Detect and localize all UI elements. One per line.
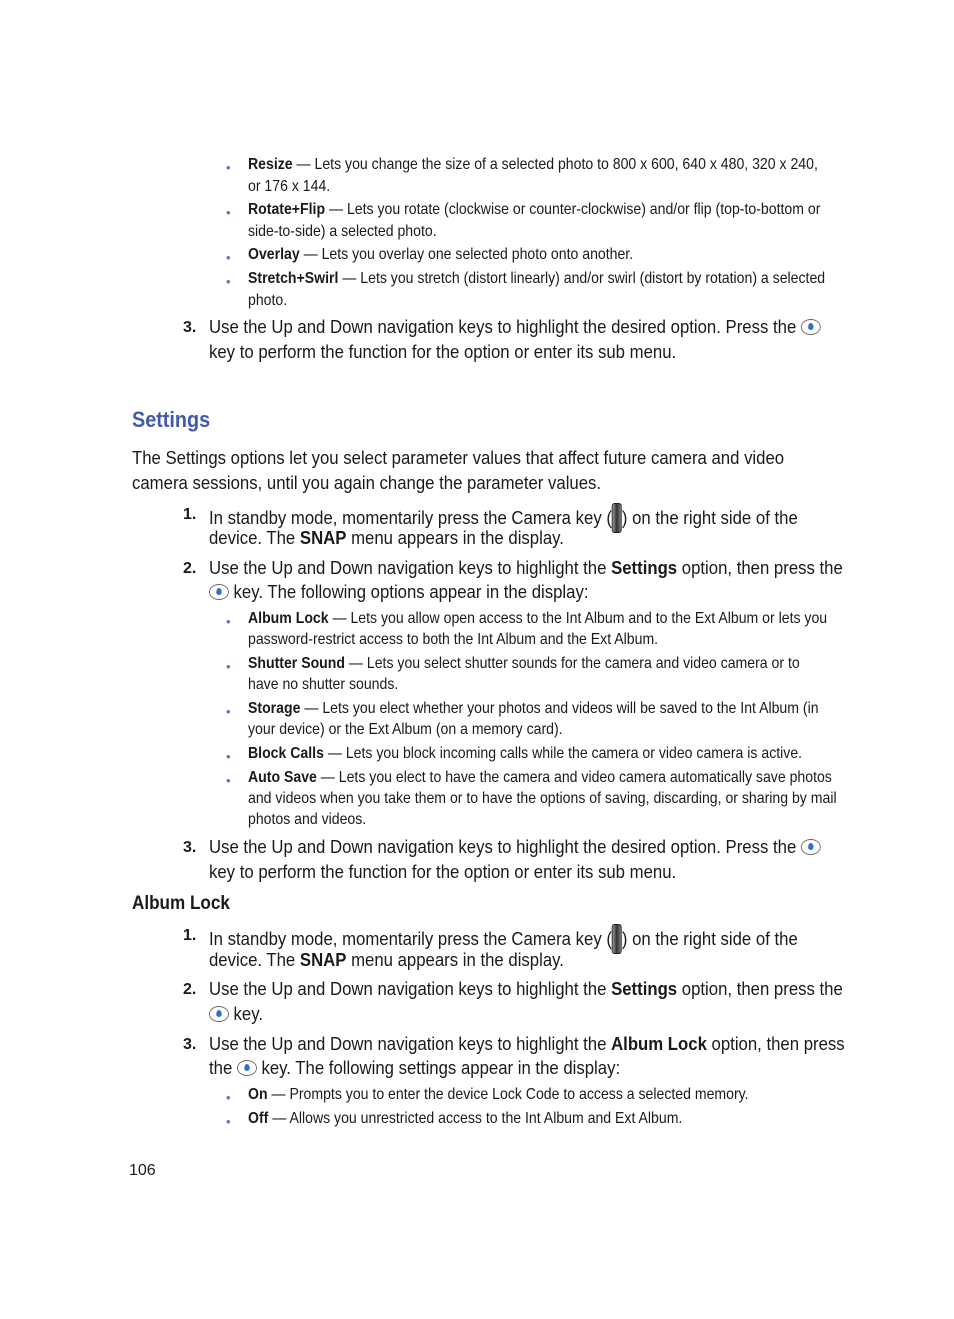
album-lock-step-3: Use the Up and Down navigation keys to highlight the Album Lock option, then press <box>209 1033 845 1054</box>
bullet-album-lock-cont: password-restrict access to both the Int Album and the Ext Album. <box>248 631 659 648</box>
step-number: 3. <box>183 319 197 336</box>
bullet-dot: • <box>226 704 231 719</box>
settings-step-1: In standby mode, momentarily press the Camera key ( ) on the right side of the <box>209 503 798 533</box>
ok-key-icon <box>209 584 229 600</box>
album-lock-step-2: Use the Up and Down navigation keys to highlight the Settings option, then press the <box>209 978 843 999</box>
ok-key-icon <box>209 1006 229 1022</box>
intro-step-3: Use the Up and Down navigation keys to highlight the desired option. Press the <box>209 316 821 338</box>
bullet-dot: • <box>226 274 231 289</box>
bullet-resize: Resize — Lets you change the size of a selected photo to 800 x 600, 640 x 480, 320 x 240, <box>248 156 818 173</box>
settings-para-cont: camera sessions, until you again change the parameter values. <box>132 472 602 493</box>
album-lock-step-1: In standby mode, momentarily press the Camera key ( ) on the right side of the <box>209 924 798 954</box>
settings-step-2-cont: key. The following options appear in the display: <box>209 581 588 603</box>
ok-key-icon <box>801 319 821 335</box>
bullet-auto-save-cont: and videos when you take them or to have the options of saving, discarding, or sharing by mail <box>248 790 837 807</box>
step-number: 3. <box>183 839 197 856</box>
bullet-album-lock: Album Lock — Lets you allow open access to the Int Album and to the Ext Album or lets you <box>248 610 828 627</box>
bullet-auto-save-cont2: photos and videos. <box>248 811 367 828</box>
bullet-shutter-sound-cont: have no shutter sounds. <box>248 676 399 693</box>
bullet-shutter-sound: Shutter Sound — Lets you select shutter sounds for the camera and video camera or to <box>248 655 800 672</box>
settings-heading: Settings <box>132 407 211 432</box>
bullet-block-calls: Block Calls — Lets you block incoming calls while the camera or video camera is active. <box>248 745 803 762</box>
settings-step-1-cont: device. The SNAP menu appears in the display. <box>209 527 564 548</box>
bullet-storage-cont: your device) or the Ext Album (on a memory card). <box>248 721 563 738</box>
bullet-dot: • <box>226 250 231 265</box>
bullet-stretch-swirl: Stretch+Swirl — Lets you stretch (distort linearly) and/or swirl (distort by rotation) a selected <box>248 270 826 287</box>
bullet-dot: • <box>226 614 231 629</box>
bullet-on: On — Prompts you to enter the device Lock Code to access a selected memory. <box>248 1086 749 1103</box>
settings-step-3: Use the Up and Down navigation keys to highlight the desired option. Press the <box>209 836 821 858</box>
album-lock-step-3-cont: the key. The following settings appear in the display: <box>209 1057 621 1078</box>
bullet-off: Off — Allows you unrestricted access to the Int Album and Ext Album. <box>248 1110 683 1127</box>
settings-step-3-cont: key to perform the function for the option or enter its sub menu. <box>209 861 677 882</box>
intro-step-3-cont: key to perform the function for the option or enter its sub menu. <box>209 341 677 362</box>
step-number: 2. <box>183 981 197 998</box>
bullet-resize-cont: or 176 x 144. <box>248 178 331 195</box>
album-lock-step-2-cont: key. <box>209 1003 263 1025</box>
bullet-auto-save: Auto Save — Lets you elect to have the camera and video camera automatically save photos <box>248 769 832 786</box>
step-number: 2. <box>183 560 197 577</box>
bullet-dot: • <box>226 160 231 175</box>
bullet-dot: • <box>226 1090 231 1105</box>
step-number: 3. <box>183 1036 197 1053</box>
ok-key-icon <box>237 1060 257 1076</box>
camera-key-icon <box>612 924 622 954</box>
bullet-dot: • <box>226 749 231 764</box>
ok-key-icon <box>801 839 821 855</box>
bullet-overlay: Overlay — Lets you overlay one selected photo onto another. <box>248 246 634 263</box>
bullet-stretch-swirl-cont: photo. <box>248 292 288 309</box>
settings-step-2: Use the Up and Down navigation keys to highlight the Settings option, then press the <box>209 557 843 578</box>
step-number: 1. <box>183 506 197 523</box>
album-lock-step-1-cont: device. The SNAP menu appears in the display. <box>209 949 564 970</box>
album-lock-heading: Album Lock <box>132 893 230 914</box>
page-number: 106 <box>129 1162 156 1179</box>
bullet-dot: • <box>226 773 231 788</box>
camera-key-icon <box>612 503 622 533</box>
bullet-dot: • <box>226 205 231 220</box>
settings-para: The Settings options let you select parameter values that affect future camera and video <box>132 447 785 468</box>
bullet-storage: Storage — Lets you elect whether your photos and videos will be saved to the Int Album (in <box>248 700 819 717</box>
bullet-rotate-flip: Rotate+Flip — Lets you rotate (clockwise or counter-clockwise) and/or flip (top-to-bottom or <box>248 201 821 218</box>
bullet-dot: • <box>226 1114 231 1129</box>
bullet-dot: • <box>226 659 231 674</box>
step-number: 1. <box>183 927 197 944</box>
bullet-rotate-flip-cont: side-to-side) a selected photo. <box>248 223 437 240</box>
